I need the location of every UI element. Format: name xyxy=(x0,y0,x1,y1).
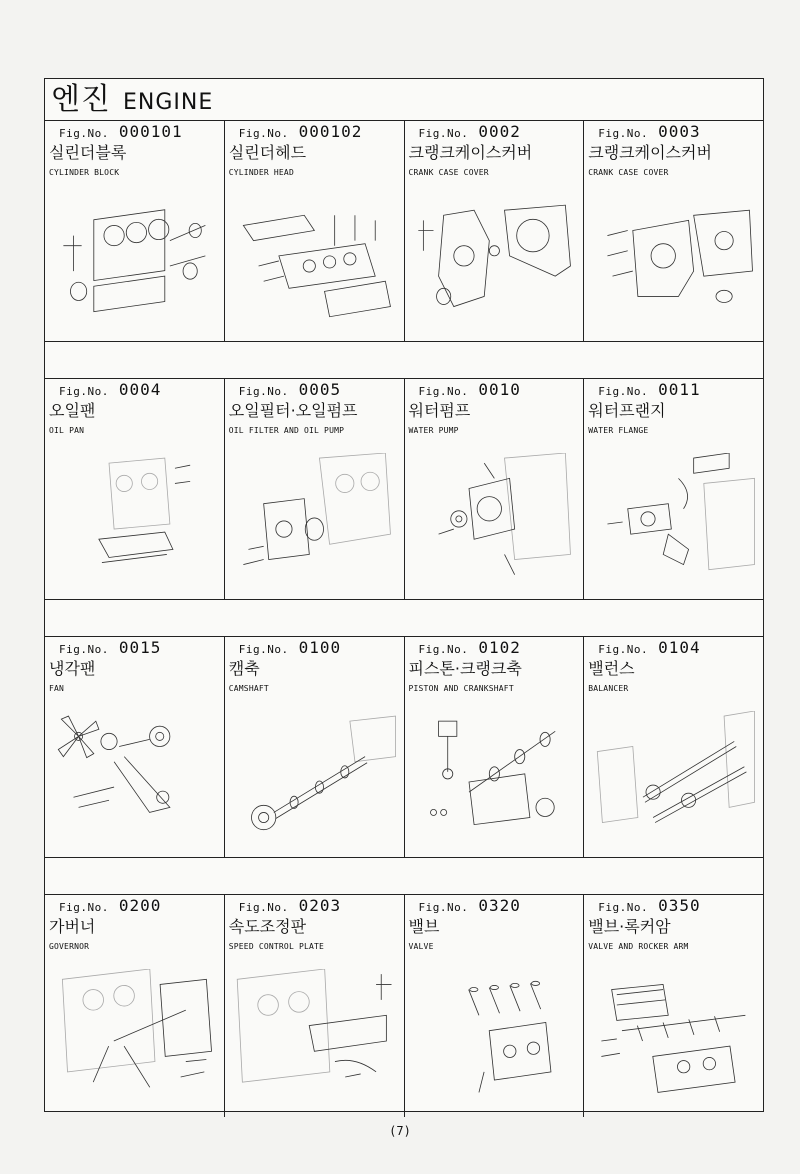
exploded-diagram-water-pump xyxy=(409,453,580,595)
row-divider xyxy=(45,600,763,637)
figure-number: Fig.No. 0203 xyxy=(238,896,342,915)
exploded-diagram-water-flange xyxy=(588,453,759,595)
figure-cell[interactable] xyxy=(225,121,405,341)
figure-cell[interactable] xyxy=(584,637,763,857)
exploded-diagram-balancer xyxy=(588,711,759,853)
figure-number: Fig.No. 0011 xyxy=(598,380,701,399)
part-name-korean: 캠축 xyxy=(228,659,260,678)
figure-number: Fig.No. 0104 xyxy=(598,638,701,657)
figure-number: Fig.No. 000101 xyxy=(59,122,183,141)
part-name-english: CYLINDER HEAD xyxy=(228,168,294,177)
exploded-diagram-governor xyxy=(49,969,220,1113)
figure-number: Fig.No. 0002 xyxy=(418,122,521,141)
figure-cell[interactable] xyxy=(405,379,585,599)
part-name-korean: 밸런스 xyxy=(588,659,635,678)
part-name-english: GOVERNOR xyxy=(49,942,90,951)
part-name-english: CRANK CASE COVER xyxy=(408,168,489,177)
exploded-diagram-camshaft xyxy=(229,711,400,853)
exploded-diagram-oil-filter-pump xyxy=(229,453,400,595)
figure-number: Fig.No. 0350 xyxy=(598,896,701,915)
part-name-korean: 실린더헤드 xyxy=(228,143,307,162)
part-name-english: CYLINDER BLOCK xyxy=(49,168,120,177)
exploded-diagram-crank-case-cover-2 xyxy=(588,195,759,337)
exploded-diagram-fan xyxy=(49,711,220,853)
figure-cell[interactable] xyxy=(584,379,763,599)
exploded-diagram-piston-crankshaft xyxy=(409,711,580,853)
part-name-korean: 밸브·록커암 xyxy=(588,917,671,936)
exploded-diagram-crank-case-cover xyxy=(409,195,580,337)
figure-cell[interactable] xyxy=(405,637,585,857)
figure-cell[interactable] xyxy=(45,379,225,599)
exploded-diagram-valve xyxy=(409,969,580,1113)
figure-number: Fig.No. 0005 xyxy=(238,380,342,399)
figure-cell[interactable] xyxy=(45,637,225,857)
figure-cell[interactable] xyxy=(584,121,763,341)
exploded-diagram-cylinder-head xyxy=(229,195,400,337)
section-header xyxy=(45,79,763,121)
figure-number: Fig.No. 000102 xyxy=(238,122,363,141)
figure-number: Fig.No. 0003 xyxy=(598,122,701,141)
parts-catalog-sheet xyxy=(44,78,764,1112)
exploded-diagram-speed-control-plate xyxy=(229,969,400,1113)
part-name-korean: 밸브 xyxy=(408,917,440,936)
part-name-english: SPEED CONTROL PLATE xyxy=(228,942,325,951)
part-name-english: VALVE AND ROCKER ARM xyxy=(588,942,689,951)
figure-number: Fig.No. 0010 xyxy=(418,380,521,399)
part-name-english: WATER PUMP xyxy=(408,426,459,435)
part-name-korean: 속도조정판 xyxy=(228,917,307,936)
part-name-korean: 오일팬 xyxy=(49,401,96,420)
part-name-korean: 가버너 xyxy=(49,917,96,936)
page-number: (7) xyxy=(389,1124,411,1138)
figure-cell[interactable] xyxy=(45,121,225,341)
part-name-english: WATER FLANGE xyxy=(588,426,649,435)
section-title-korean: 엔진 xyxy=(51,82,111,117)
figure-row xyxy=(45,637,763,858)
figure-number: Fig.No. 0100 xyxy=(238,638,342,657)
figure-cell[interactable] xyxy=(225,895,405,1117)
section-title-english: ENGINE xyxy=(122,90,214,115)
part-name-english: CRANK CASE COVER xyxy=(588,168,669,177)
figure-number: Fig.No. 0102 xyxy=(418,638,521,657)
figure-row xyxy=(45,121,763,342)
figure-cell[interactable] xyxy=(225,637,405,857)
exploded-diagram-cylinder-block xyxy=(49,195,220,337)
part-name-korean: 크랭크케이스커버 xyxy=(408,143,533,162)
figure-number: Fig.No. 0320 xyxy=(418,896,521,915)
figure-cell[interactable] xyxy=(225,379,405,599)
part-name-korean: 냉각팬 xyxy=(49,659,96,678)
part-name-english: OIL FILTER AND OIL PUMP xyxy=(228,426,345,435)
part-name-english: CAMSHAFT xyxy=(228,684,269,693)
part-name-english: BALANCER xyxy=(588,684,629,693)
figure-number: Fig.No. 0015 xyxy=(59,638,162,657)
figure-row xyxy=(45,379,763,600)
part-name-korean: 크랭크케이스커버 xyxy=(588,143,712,162)
figure-cell[interactable] xyxy=(405,895,585,1117)
part-name-korean: 오일필터·오일펌프 xyxy=(228,401,358,420)
figure-cell[interactable] xyxy=(405,121,585,341)
row-divider xyxy=(45,342,763,379)
exploded-diagram-oil-pan xyxy=(49,453,220,595)
part-name-korean: 워터프랜지 xyxy=(588,401,666,420)
part-name-korean: 피스톤·크랭크축 xyxy=(408,659,522,678)
part-name-english: VALVE xyxy=(408,942,434,951)
figure-number: Fig.No. 0004 xyxy=(59,380,162,399)
part-name-english: FAN xyxy=(49,684,65,693)
row-divider xyxy=(45,858,763,895)
figure-cell[interactable] xyxy=(45,895,225,1117)
figure-number: Fig.No. 0200 xyxy=(59,896,162,915)
part-name-korean: 실린더블록 xyxy=(49,143,127,162)
figure-row xyxy=(45,895,763,1117)
part-name-english: OIL PAN xyxy=(49,426,85,435)
part-name-korean: 워터펌프 xyxy=(408,401,471,420)
part-name-english: PISTON AND CRANKSHAFT xyxy=(408,684,514,693)
exploded-diagram-valve-rocker-arm xyxy=(588,969,759,1113)
figure-cell[interactable] xyxy=(584,895,763,1117)
